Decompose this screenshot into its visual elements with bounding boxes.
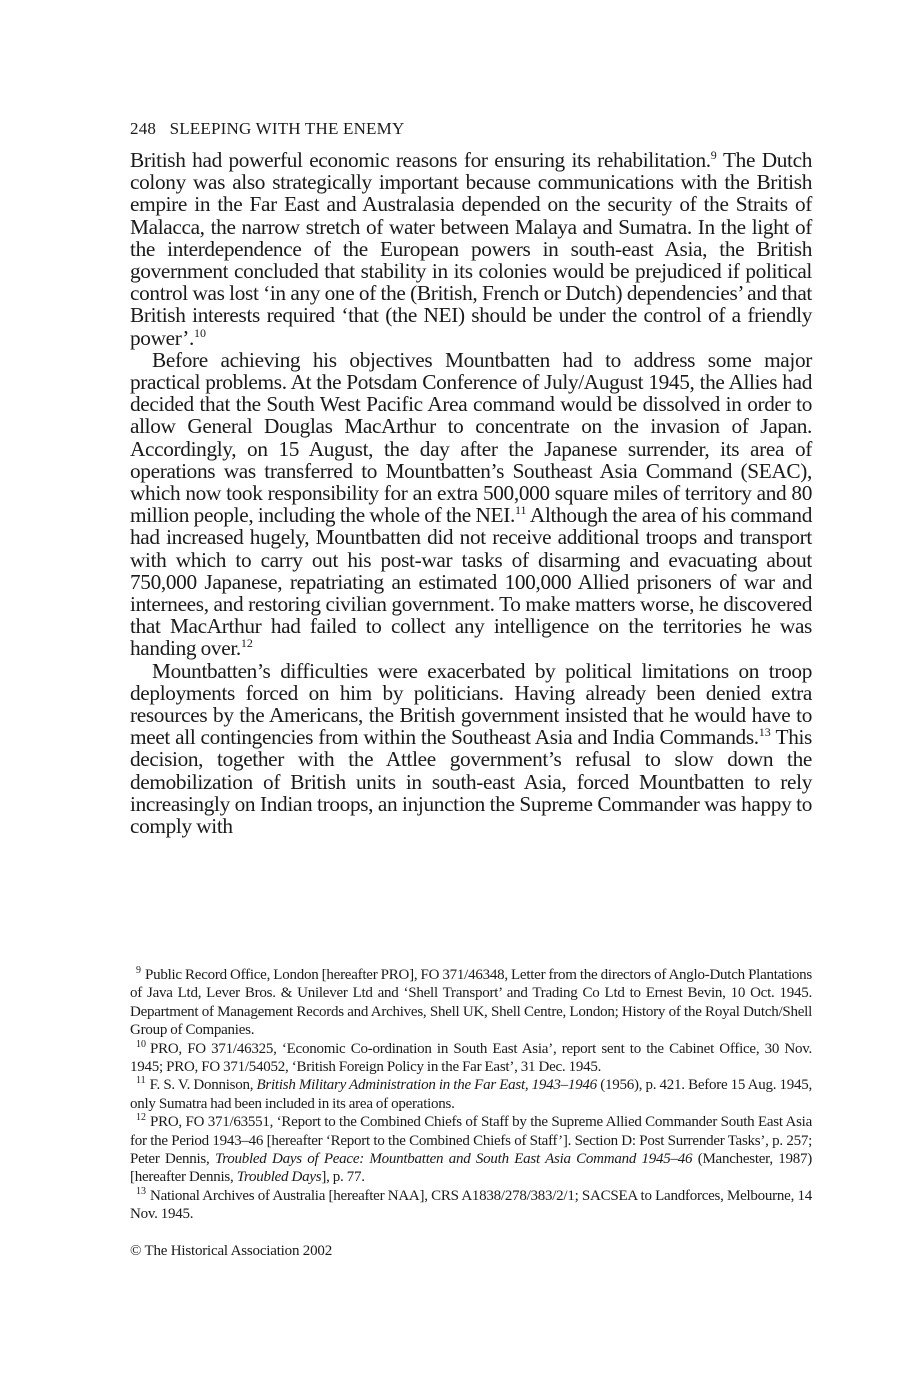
paragraph-1 <box>130 149 812 349</box>
body-text <box>130 149 812 837</box>
paragraph-1-text-b: The Dutch colony was also strategically important because communications with the British empire in the Far East and Australasia depended on the security of the Straits of Malacca, the narrow stretch of water between Malaya and Sumatra. In the light of the interdependence of the European powers in south-east Asia, the British government concluded that stability in its colonies would be prejudiced if political control was lost ‘in any one of the (British, French or Dutch) dependencies’ and that British interests required ‘that (the NEI) should be under the control of a friendly power’. <box>130 148 813 350</box>
footnote-9 <box>130 966 812 1040</box>
footnote-text: Public Record Office, London [hereafter PRO], FO 371/46348, Letter from the directors of Anglo-Dutch Plantations of Java Ltd, Lever Bros. & Unilever Ltd and ‘Shell Transport’ and Trading Co Ltd to Ernest Bevin, 10 Oct. 1945. Department of Management Records and Archives, Shell UK, Shell Centre, London; History of the Royal Dutch/Shell Group of Companies. <box>130 967 812 1039</box>
footnote-number: 10 <box>136 1038 146 1050</box>
page-content <box>130 118 812 837</box>
footnote-number: 13 <box>136 1185 146 1197</box>
footnote-ref-9[interactable]: 9 <box>710 148 717 162</box>
running-head <box>130 118 812 140</box>
footnote-book-title: Troubled Days of Peace: Mountbatten and South East Asia Command 1945–46 <box>214 1151 693 1168</box>
footnote-book-title: British Military Administration in the Far East, 1943–1946 <box>256 1077 597 1094</box>
footnote-text-mid: (Manchester, 1987) [hereafter Dennis, <box>130 1151 812 1186</box>
footnote-ref-13[interactable]: 13 <box>758 725 771 740</box>
paragraph-2-text-b: Although the area of his command had increased hugely, Mountbatten did not receive additional troops and transport with which to carry out his post-war tasks of disarming and evacuating about 750,000 Japanese, repatriating an estimated 100,000 Allied prisoners of war and internees, and restoring civilian government. To make matters worse, he discovered that MacArthur had failed to collect any intelligence on the territories he was handing over. <box>130 503 812 661</box>
footnote-ref-12[interactable]: 12 <box>240 636 253 651</box>
footnotes <box>130 966 812 1224</box>
footnote-text-pre: F. S. V. Donnison, <box>149 1077 257 1094</box>
footnote-number: 12 <box>136 1112 146 1124</box>
footnote-ref-10[interactable]: 10 <box>193 325 206 340</box>
footnote-number: 9 <box>136 965 141 976</box>
running-head-title: SLEEPING WITH THE ENEMY <box>169 119 405 138</box>
copyright-notice: © The Historical Association 2002 <box>130 1243 332 1259</box>
footnote-text: PRO, FO 371/46325, ‘Economic Co-ordination in South East Asia’, report sent to the Cabinet Office, 30 Nov. 1945; PRO, FO 371/54052, ‘British Foreign Policy in the Far East’, 31 Dec. 1945. <box>130 1040 812 1076</box>
paragraph-2-text-a: Before achieving his objectives Mountbatten had to address some major practical problems. At the Potsdam Conference of July/August 1945, the Allies had decided that the South West Pacific Area command would be dissolved in order to allow General Douglas MacArthur to concentrate on the invasion of Japan. Accordingly, on 15 August, the day after the Japanese surrender, its area of operations was transferred to Mountbatten’s Southeast Asia Command (SEAC), which now took responsibility for an extra 500,000 square miles of territory and 80 million people, including the whole of the NEI. <box>130 347 812 528</box>
footnote-11 <box>130 1076 812 1113</box>
paragraph-3-text-a: Mountbatten’s difficulties were exacerbated by political limitations on troop deployments forced on him by politicians. Having already been denied extra resources by the Americans, the British government insisted that he would have to meet all contingencies from within the Southeast Asia and India Commands. <box>130 658 812 750</box>
page-number: 248 <box>130 119 157 138</box>
footnote-10 <box>130 1040 812 1077</box>
paragraph-3-text-b: This decision, together with the Attlee government’s refusal to slow down the demobilization of British units in south-east Asia, forced Mountbatten to rely increasingly on Indian troops, an injunction the Supreme Commander was happy to comply with <box>130 725 812 839</box>
footnote-ref-11[interactable]: 11 <box>514 503 527 518</box>
footnote-text-post: (1956), p. 421. Before 15 Aug. 1945, only Sumatra had been included in its area of operations. <box>130 1077 812 1112</box>
footnote-text-post: ], p. 77. <box>321 1169 365 1186</box>
footnote-short-title: Troubled Days <box>236 1169 322 1186</box>
footnote-number: 11 <box>136 1075 146 1087</box>
paragraph-2 <box>130 349 812 660</box>
footnote-text: National Archives of Australia [hereafter NAA], CRS A1838/278/383/2/1; SACSEA to Landforces, Melbourne, 14 Nov. 1945. <box>130 1187 812 1223</box>
paragraph-3 <box>130 660 812 838</box>
paragraph-1-text-a: British had powerful economic reasons for ensuring its rehabilitation. <box>130 148 711 172</box>
footnote-12 <box>130 1113 812 1187</box>
footnote-text-pre: PRO, FO 371/63551, ‘Report to the Combined Chiefs of Staff by the Supreme Allied Commander South East Asia for the Period 1943–46 [hereafter ‘Report to the Combined Chiefs of Staff’]. Section D: Post Surrender Tasks’, p. 257; Peter Dennis, <box>130 1114 812 1168</box>
footnote-13 <box>130 1187 812 1224</box>
